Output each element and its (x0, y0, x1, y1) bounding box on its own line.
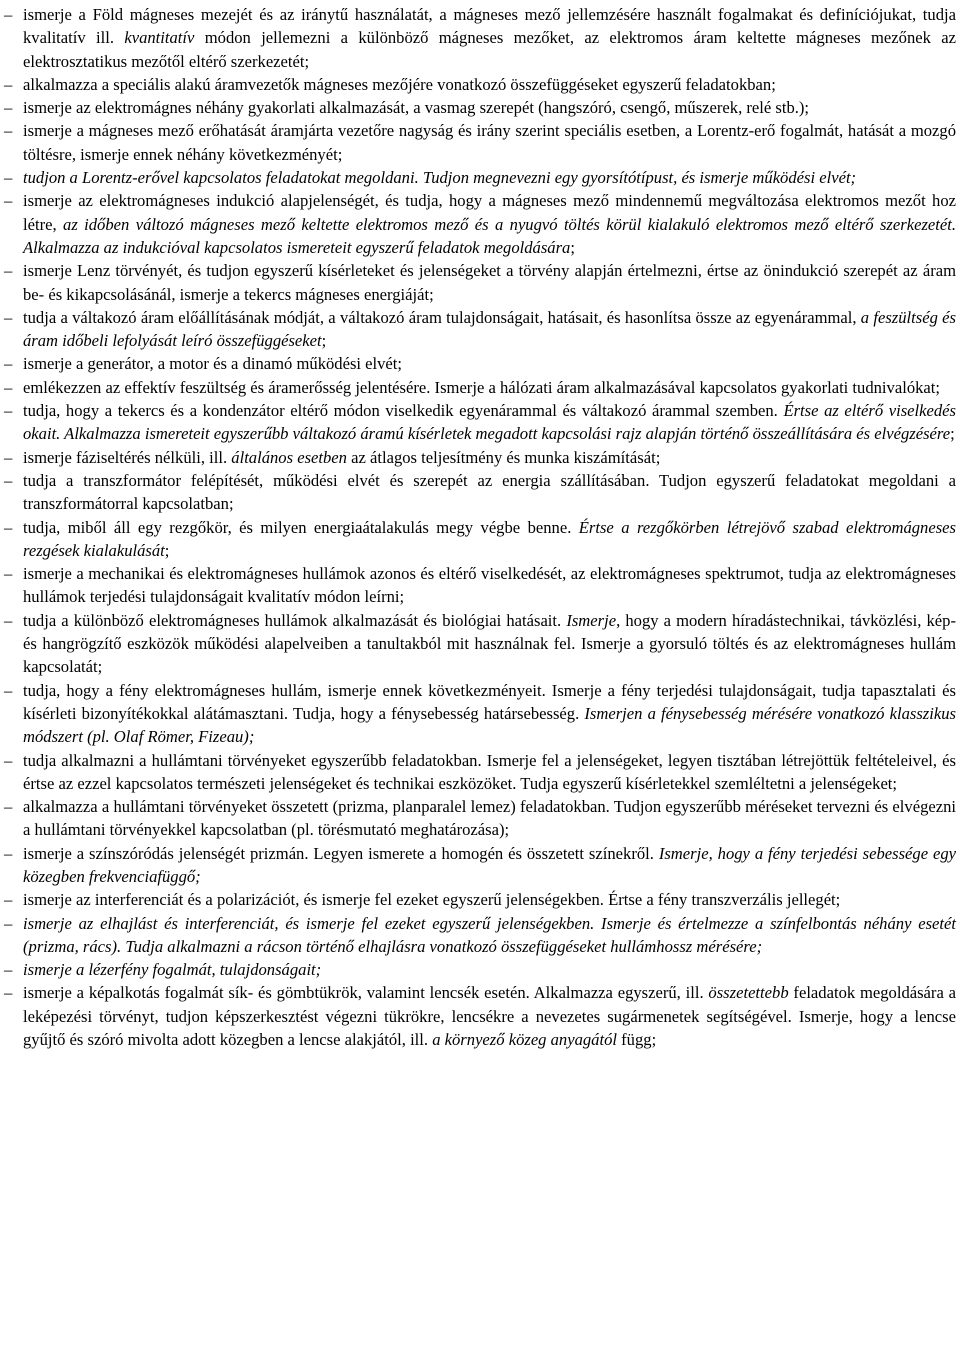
list-item (4, 609, 956, 679)
list-item-text: tudja alkalmazni a hullámtani törvényeket egyszerűbb feladatokban. Ismerje fel a jelenségeket, legyen tisztában létrejöttük feltételeivel, és értse az ezzel kapcsolatos természeti jelenségeket és technikai eszközöket. Tudja egyszerű kísérletekkel szemléltetni a jelenségeket; (23, 750, 956, 793)
list-item-text: Értse a rezgőkörben létrejövő szabad elektromágneses rezgések kialakulását (23, 517, 956, 560)
list-item-text: kvantitatív (124, 28, 195, 48)
list-item (4, 958, 956, 981)
list-item-text: ; (321, 331, 327, 351)
list-item-text: ismerje a színszóródás jelenségét prizmán. Legyen ismerete a homogén és összetett színekről. (23, 843, 659, 863)
list-item-text: feladatok megoldására a leképezési törvényt, tudjon képszerkesztést végezni tükrökre, lencsékre a nevezetes sugármenetek segítségével. Ismerje, hogy a lencse gyűjtő és szóró mivolta adott közegben a lencse alakjától, ill. (23, 983, 956, 1050)
list-item-text: ismerje a lézerfény fogalmát, tulajdonságait; (23, 960, 322, 980)
list-item (4, 189, 956, 259)
list-item-text: függ; (617, 1030, 657, 1050)
list-item-text: tudja a különböző elektromágneses hullámok alkalmazását és biológiai hatásait. (23, 610, 567, 630)
list-item-text: Értse az eltérő viselkedés okait. Alkalmazza ismereteit egyszerűbb váltakozó áramú kísérletek megadott kapcsolási rajz alapján történő összeállítására és elvégzésére (23, 401, 956, 444)
list-item-text: emlékezzen az effektív feszültség és áramerősség jelentésére. Ismerje a hálózati áram alkalmazásával kapcsolatos gyakorlati tudnivalókat; (23, 377, 940, 397)
list-item-text: tudja, hogy a tekercs és a kondenzátor eltérő módon viselkedik egyenárammal és váltakozó árammal szemben. (23, 401, 784, 421)
list-item-text: tudja, hogy a fény elektromágneses hullám, ismerje ennek következményeit. Ismerje a fény terjedési tulajdonságait, tudja tapasztalati és kísérleti bizonyítékokkal alátámasztani. Tudja, hogy a fénysebesség határsebesség. (23, 680, 956, 723)
list-item-text: Ismerjen a fénysebesség mérésére vonatkozó klasszikus módszert (pl. Olaf Römer, Fizeau); (23, 703, 956, 747)
list-item-text: alkalmazza a speciális alakú áramvezetők mágneses mezőjére vonatkozó összefüggéseket egyszerű feladatokban; (23, 74, 776, 94)
list-item-text: a környező közeg anyagától (432, 1030, 617, 1050)
list-item (4, 73, 956, 96)
list-item-text: ; (570, 237, 575, 257)
list-item-text: ismerje Lenz törvényét, és tudjon egyszerű kísérleteket és jelenségeket a törvény alapján értelmezni, értse az önindukció szerepét az áram be- és kikapcsolásánál, ismerje a tekercs mágneses energiáját; (23, 261, 956, 304)
list-item (4, 166, 956, 189)
list-item (4, 888, 956, 911)
list-item-text: ismerje a generátor, a motor és a dinamó működési elvét; (23, 354, 403, 374)
list-item-text: tudjon a Lorentz-erővel kapcsolatos feladatokat megoldani. Tudjon megnevezni egy gyorsítótípust, és ismerje működési elvét; (23, 168, 857, 188)
list-item (4, 562, 956, 609)
list-item-text: tudja a transzformátor felépítését, működési elvét és szerepét az energia szállításában. Tudjon egyszerű feladatokat megoldani a transzformátorral kapcsolatban; (23, 470, 956, 514)
list-item-text: a feszültség és áram időbeli lefolyását leíró összefüggéseket (23, 307, 956, 351)
requirements-list (4, 3, 956, 1051)
list-item (4, 306, 956, 353)
list-item-text: ismerje a mágneses mező erőhatását áramjárta vezetőre nagyság és irány szerint speciális esetben, a Lorentz-erő fogalmát, hatását a mozgó töltésre, ismerje ennek néhány következményét; (23, 121, 956, 164)
list-item-text: ismerje az elektromágnes néhány gyakorlati alkalmazását, a vasmag szerepét (hangszóró, csengő, műszerek, relé stb.); (23, 98, 810, 118)
list-item (4, 842, 956, 889)
list-item-text: összetettebb (708, 983, 789, 1003)
list-item-text: Ismerje (566, 610, 617, 630)
list-item-text: ismerje az elhajlást és interferenciát, és ismerje fel ezeket egyszerű jelenségekben. Ismerje és értelmezze a színfelbontás néhány esetét (prizma, rács). Tudja alkalmazni a rácson történő elhajlásra vonatkozó összefüggéseket hullámhossz mérésére; (23, 913, 956, 956)
list-item-text: ismerje fáziseltérés nélküli, ill. (23, 447, 232, 467)
list-item (4, 376, 956, 399)
list-item-text: módon jellemezni a különböző mágneses mezőket, az elektromos áram keltette mágneses mezőnek az elektrosztatikus mezőtől eltérő szerkezetét; (23, 28, 957, 71)
list-item (4, 119, 956, 166)
list-item-text: ismerje az interferenciát és a polarizációt, és ismerje fel ezeket egyszerű jelenségekben. Értse a fény transzverzális jellegét; (23, 890, 841, 910)
list-item (4, 795, 956, 842)
list-item-text: az időben változó mágneses mező keltette elektromos mező és a nyugvó töltés körül kialakuló elektromos mező eltérő szerkezetét. Alkalmazza az indukcióval kapcsolatos ismereteit egyszerű feladatok megoldására (23, 214, 956, 257)
list-item-text: alkalmazza a hullámtani törvényeket összetett (prizma, planparalel lemez) feladatokban. Tudjon egyszerűbb méréseket tervezni és elvégezni a hullámtani törvényekkel kapcsolatban (pl. törésmutató meghatározása); (23, 797, 956, 840)
list-item-text: általános esetben (231, 447, 347, 467)
list-item (4, 446, 956, 469)
list-item (4, 912, 956, 959)
list-item-text: ismerje a képalkotás fogalmát sík- és gömbtükrök, valamint lencsék esetén. Alkalmazza egyszerű, ill. (23, 983, 709, 1003)
list-item-text: az átlagos teljesítmény és munka kiszámítását; (346, 447, 661, 467)
list-item-text: , hogy a modern híradástechnikai, távközlési, kép- és hangrögzítő eszközök működési alapelveiben a tanultakból mit használnak fel. Ismerje a gyorsuló töltés és az elektromágneses hullám kapcsolatát; (23, 610, 956, 677)
list-item (4, 399, 956, 446)
list-item (4, 352, 956, 375)
list-item (4, 469, 956, 516)
list-item (4, 749, 956, 796)
list-item-text: ; (164, 540, 170, 560)
list-item (4, 96, 956, 119)
list-item-text: ismerje a mechanikai és elektromágneses hullámok azonos és eltérő viselkedését, az elektromágneses spektrumot, tudja az elektromágneses hullámok terjedési tulajdonságait kvalitatív módon leírni; (23, 564, 956, 607)
list-item (4, 259, 956, 306)
list-item-text: Ismerje, hogy a fény terjedési sebessége egy közegben frekvenciafüggő; (23, 843, 956, 886)
list-item (4, 679, 956, 749)
list-item-text: ; (950, 424, 955, 444)
list-item (4, 3, 956, 73)
list-item (4, 516, 956, 563)
list-item-text: ismerje az elektromágneses indukció alapjelenségét, és tudja, hogy a mágneses mező mindennemű megváltozása elektromos mezőt hoz létre, (23, 191, 956, 234)
list-item-text: ismerje a Föld mágneses mezejét és az iránytű használatát, a mágneses mező jellemzésére használt fogalmakat és definíciójukat, tudja kvalitatív ill. (23, 5, 956, 48)
list-item (4, 981, 956, 1051)
list-item-text: tudja, miből áll egy rezgőkör, és milyen energiaátalakulás megy végbe benne. (23, 517, 579, 537)
list-item-text: tudja a váltakozó áram előállításának módját, a váltakozó áram tulajdonságait, hatásait, és hasonlítsa össze az egyenárammal, (23, 307, 861, 327)
